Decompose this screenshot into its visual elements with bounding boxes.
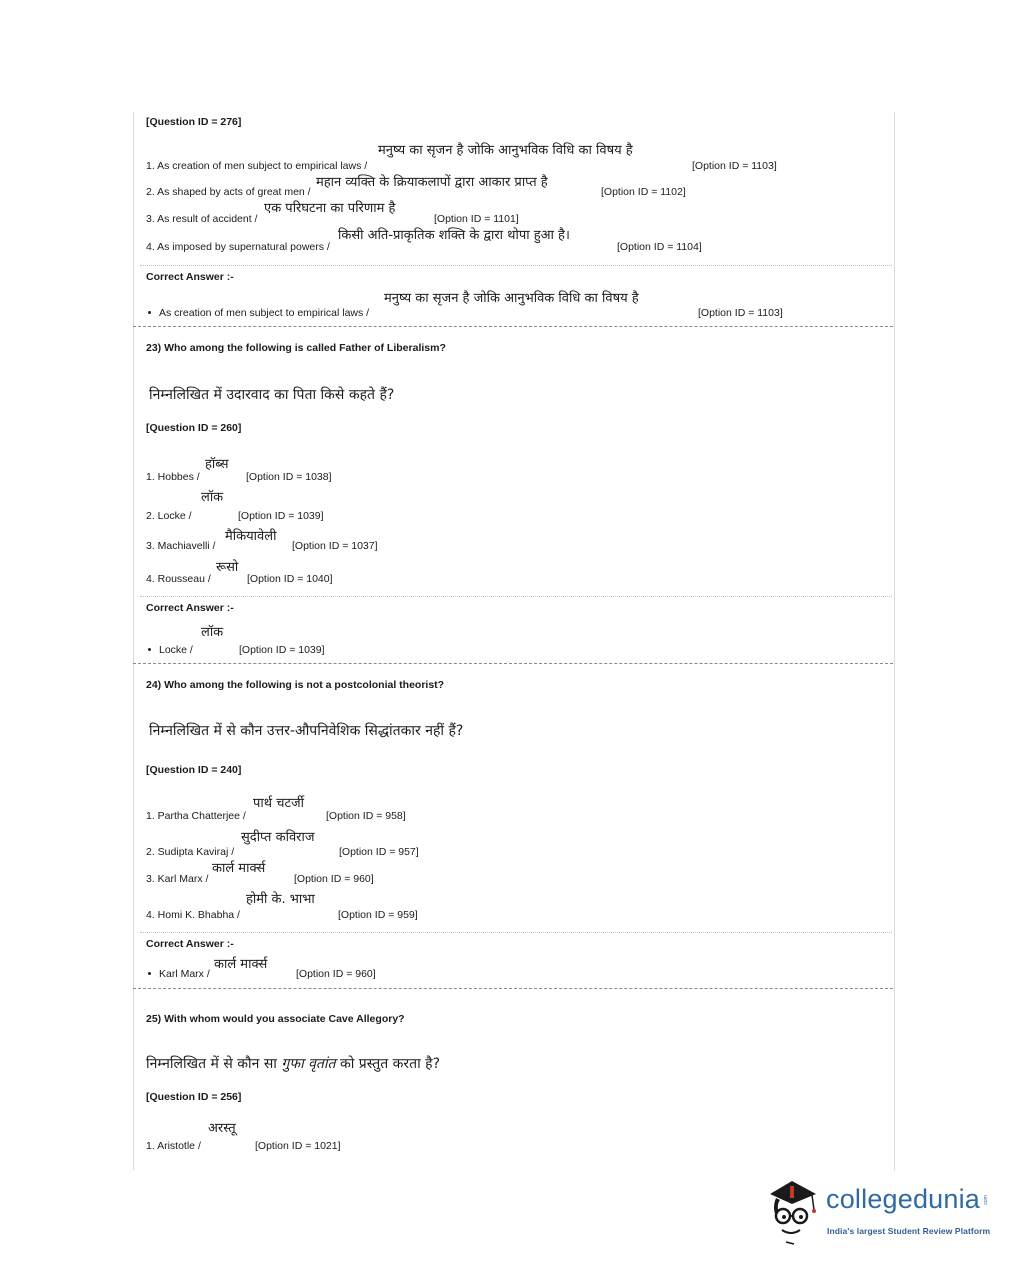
question-id: [Question ID = 256] [146,1091,242,1103]
question-hindi-emphasis: गुफा वृतांत [281,1056,336,1072]
divider [140,932,892,933]
option-id: [Option ID = 1104] [617,241,702,253]
answer-option-id: [Option ID = 1103] [698,307,783,319]
option-id: [Option ID = 957] [339,846,419,858]
option-text: 2. As shaped by acts of great men / [146,186,311,198]
option-id: [Option ID = 960] [294,873,374,885]
option-hindi: एक परिघटना का परिणाम है [264,201,396,216]
option-hindi: महान व्यक्ति के क्रियाकलापों द्वारा आकार प्राप्त है [316,175,548,190]
option-hindi: सुदीप्त कविराज [241,830,315,845]
question-separator [133,663,893,664]
option-text: 1. Partha Chatterjee / [146,810,246,822]
option-id: [Option ID = 1102] [601,186,686,198]
question-hindi-part: निम्नलिखित में से कौन सा [146,1056,277,1072]
question-separator [133,988,893,989]
option-id: [Option ID = 1038] [246,471,332,483]
bullet [148,648,151,651]
answer-text: Karl Marx / [159,968,210,980]
option-hindi: लॉक [201,490,224,505]
option-hindi: मैकियावेली [225,529,277,544]
answer-hindi: लॉक [201,625,224,640]
option-text: 2. Sudipta Kaviraj / [146,846,235,858]
question-hindi: निम्नलिखित में से कौन उत्तर-औपनिवेशिक सिद्धांतकार नहीं हैं? [149,723,464,739]
divider [140,596,892,597]
option-id: [Option ID = 1101] [434,213,519,225]
option-id: [Option ID = 1037] [292,540,378,552]
option-id: [Option ID = 1021] [255,1140,341,1152]
option-hindi: हॉब्स [205,457,229,472]
question-title: 23) Who among the following is called Father of Liberalism? [146,342,446,354]
brand-name: collegedunia [826,1184,981,1214]
answer-hindi: कार्ल मार्क्स [214,957,268,972]
correct-answer-label: Correct Answer :- [146,938,234,950]
question-hindi-part: को प्रस्तुत करता है? [339,1056,441,1072]
answer-text: As creation of men subject to empirical laws / [159,307,370,319]
question-id: [Question ID = 240] [146,764,242,776]
question-id: [Question ID = 276] [146,116,242,128]
correct-answer-label: Correct Answer :- [146,602,234,614]
bullet [148,972,151,975]
bullet [148,311,151,314]
option-id: [Option ID = 959] [338,909,418,921]
option-hindi: होमी के. भाभा [246,892,315,907]
collegedunia-logo[interactable] [764,1176,994,1248]
answer-option-id: [Option ID = 960] [296,968,376,980]
question-id: [Question ID = 260] [146,422,242,434]
option-id: [Option ID = 958] [326,810,406,822]
question-hindi: निम्नलिखित में उदारवाद का पिता किसे कहते हैं? [149,387,395,403]
option-hindi: रूसो [216,560,239,575]
option-text: 3. As result of accident / [146,213,258,225]
divider [140,265,892,266]
brand-suffix: .com [983,1195,989,1206]
mascot-icon [764,1176,824,1248]
question-title: 24) Who among the following is not a postcolonial theorist? [146,679,445,691]
option-id: [Option ID = 1103] [692,160,777,172]
option-text: 1. As creation of men subject to empirical laws / [146,160,368,172]
option-text: 4. Homi K. Bhabha / [146,909,240,921]
answer-text: Locke / [159,644,193,656]
option-text: 3. Machiavelli / [146,540,216,552]
option-text: 2. Locke / [146,510,192,522]
question-hindi [146,1056,440,1072]
answer-hindi: मनुष्य का सृजन है जोकि आनुभविक विधि का विषय है [384,291,639,306]
document-page [133,112,895,1170]
correct-answer-label: Correct Answer :- [146,271,234,283]
option-text: 3. Karl Marx / [146,873,209,885]
option-hindi: पार्थ चटर्जी [253,796,305,811]
brand-tagline: India's largest Student Review Platform [827,1226,991,1236]
option-hindi: किसी अति-प्राकृतिक शक्ति के द्वारा थोपा हुआ है। [338,228,570,243]
question-separator [133,326,893,327]
option-id: [Option ID = 1040] [247,573,333,585]
option-id: [Option ID = 1039] [238,510,324,522]
option-text: 1. Hobbes / [146,471,200,483]
question-title: 25) With whom would you associate Cave Allegory? [146,1013,405,1025]
option-text: 4. As imposed by supernatural powers / [146,241,330,253]
answer-option-id: [Option ID = 1039] [239,644,325,656]
option-text: 1. Aristotle / [146,1140,201,1152]
option-text: 4. Rousseau / [146,573,211,585]
option-hindi: मनुष्य का सृजन है जोकि आनुभविक विधि का विषय है [378,143,633,158]
option-hindi: अरस्तू [208,1121,236,1136]
option-hindi: कार्ल मार्क्स [212,861,266,876]
